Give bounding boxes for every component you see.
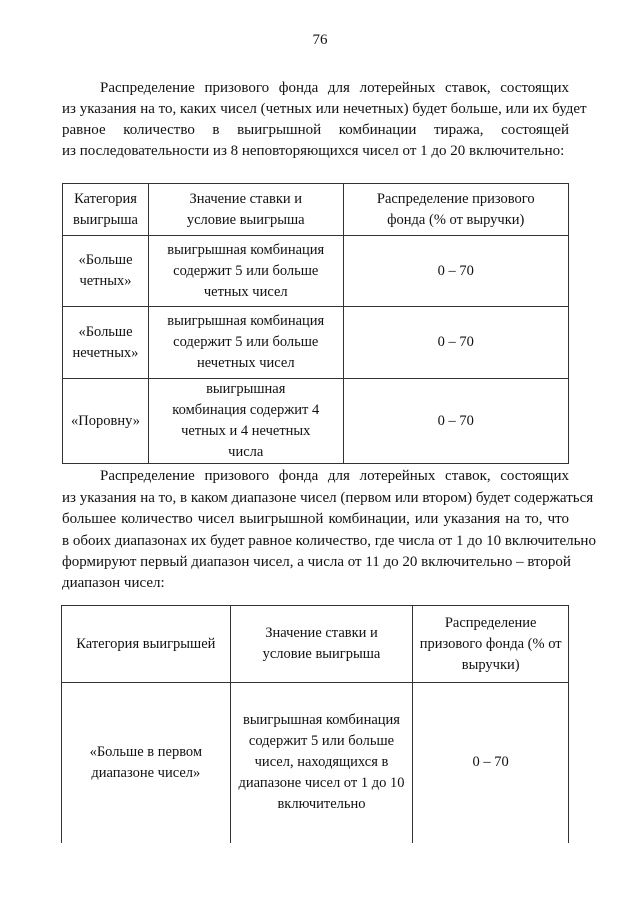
header-category: Категория выигрышей (62, 606, 231, 683)
condition-cell: выигрышная комбинация содержит 4 четных и 4 нечетных числа (148, 379, 343, 464)
text-line: из указания на то, в каком диапазоне чисел (первом или втором) будет содержаться (62, 490, 594, 506)
condition-cell: выигрышная комбинация содержит 5 или больше чисел, находящихся в диапазоне чисел от 1 до 10 включительно (230, 683, 413, 843)
category-cell: «Больше нечетных» (63, 307, 149, 379)
distribution-cell: 0 – 70 (343, 379, 568, 464)
condition-cell: выигрышная комбинация содержит 5 или больше нечетных чисел (148, 307, 343, 379)
text-line: диапазон чисел: (62, 575, 165, 591)
text-line: в обоих диапазонах их будет равное количество, где числа от 1 до 10 включительно (62, 533, 596, 549)
table-header-row (63, 184, 569, 236)
table-row (63, 236, 569, 307)
header-condition: Значение ставки и условие выигрыша (148, 184, 343, 236)
text-line: равное количество в выигрышной комбинации тиража, состоящей (62, 122, 569, 138)
table-header-row (62, 606, 569, 683)
distribution-cell: 0 – 70 (343, 307, 568, 379)
category-cell: «Больше в первом диапазоне чисел» (62, 683, 231, 843)
table-row (63, 307, 569, 379)
table-row (62, 683, 569, 843)
text-line: из указания на то, каких чисел (четных или нечетных) будет больше, или их будет (62, 101, 587, 117)
condition-cell: выигрышная комбинация содержит 5 или больше четных чисел (148, 236, 343, 307)
text-line: Распределение призового фонда для лотерейных ставок, состоящих (100, 80, 569, 96)
text-line: Распределение призового фонда для лотерейных ставок, состоящих (100, 468, 569, 484)
category-cell: «Поровну» (63, 379, 149, 464)
header-condition: Значение ставки и условие выигрыша (230, 606, 413, 683)
text-line: формируют первый диапазон чисел, а числа от 11 до 20 включительно – второй (62, 554, 571, 570)
text-line: из последовательности из 8 неповторяющихся чисел от 1 до 20 включительно: (62, 143, 565, 159)
header-category: Категория выигрыша (63, 184, 149, 236)
page-number: 76 (312, 32, 328, 48)
prize-table-ranges (61, 605, 569, 843)
table-row (63, 379, 569, 464)
prize-table-even-odd (62, 183, 569, 464)
header-distribution: Распределение призового фонда (% от выручки) (343, 184, 568, 236)
header-distribution: Распределение призового фонда (% от выручки) (413, 606, 569, 683)
category-cell: «Больше четных» (63, 236, 149, 307)
text-line: большее количество чисел выигрышной комбинации, или указания на то, что (62, 511, 569, 527)
distribution-cell: 0 – 70 (343, 236, 568, 307)
distribution-cell: 0 – 70 (413, 683, 569, 843)
